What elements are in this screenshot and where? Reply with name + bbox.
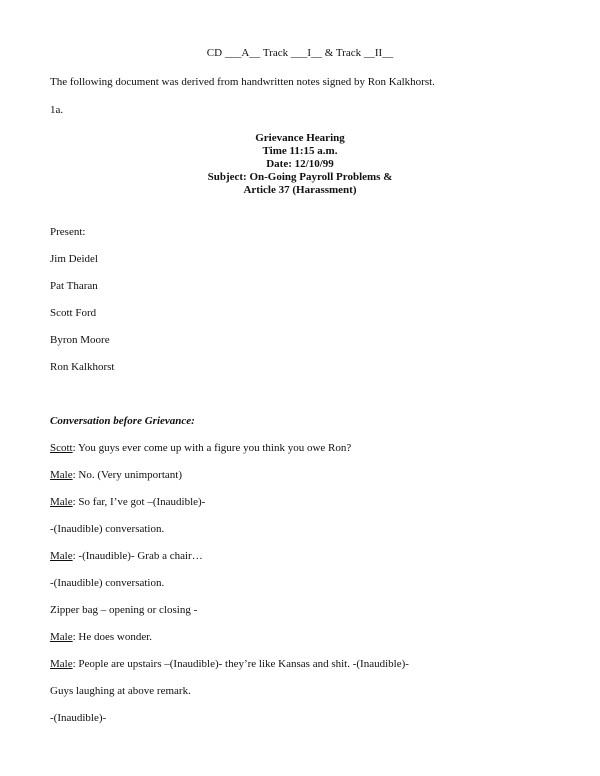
present-label: Present: [50, 226, 86, 238]
conversation-heading: Conversation before Grievance: [50, 415, 195, 427]
transcript-line [50, 496, 205, 509]
title-line-article: Article 37 (Harassment) [243, 184, 357, 196]
title-line-time: Time 11:15 a.m. [262, 145, 338, 157]
derived-note: The following document was derived from handwritten notes signed by Ron Kalkhorst. [50, 76, 435, 88]
transcript-line [50, 523, 164, 536]
transcript-line [50, 604, 197, 617]
transcript-line [50, 577, 164, 590]
utterance: Zipper bag – opening or closing - [50, 604, 198, 616]
utterance: : No. (Very unimportant) [72, 469, 182, 481]
attendee: Byron Moore [50, 334, 110, 346]
utterance: -(Inaudible)- [50, 712, 107, 724]
speaker-label: Male [50, 658, 73, 670]
transcript-line [50, 631, 152, 644]
speaker-label: Male [50, 496, 73, 508]
cd-track-line: CD ___A__ Track ___I__ & Track __II__ [206, 47, 394, 59]
utterance: Guys laughing at above remark. [50, 685, 191, 697]
attendee: Scott Ford [50, 307, 97, 319]
title-line-date: Date: 12/10/99 [266, 158, 334, 170]
utterance: -(Inaudible) conversation. [50, 577, 165, 589]
transcript-line [50, 658, 409, 671]
utterance: -(Inaudible) conversation. [50, 523, 165, 535]
transcript-line [50, 712, 106, 725]
transcript-line [50, 442, 351, 455]
speaker-label: Male [50, 469, 73, 481]
attendee: Jim Deidel [50, 253, 98, 265]
title-line-subject: Subject: On-Going Payroll Problems & [207, 171, 393, 183]
transcript-line [50, 685, 191, 698]
attendee: Ron Kalkhorst [50, 361, 115, 373]
transcript-line [50, 469, 182, 482]
speaker-label: Scott [50, 442, 73, 454]
attendee: Pat Tharan [50, 280, 98, 292]
section-number: 1a. [50, 104, 64, 116]
utterance: : You guys ever come up with a figure you think you owe Ron? [72, 442, 352, 454]
speaker-label: Male [50, 631, 73, 643]
utterance: : -(Inaudible)- Grab a chair… [72, 550, 203, 562]
title-line-hearing: Grievance Hearing [255, 132, 345, 144]
transcript-line [50, 550, 203, 563]
speaker-label: Male [50, 550, 73, 562]
utterance: : People are upstairs –(Inaudible)- they’re like Kansas and shit. -(Inaudible)- [72, 658, 409, 670]
utterance: : He does wonder. [72, 631, 153, 643]
utterance: : So far, I’ve got –(Inaudible)- [72, 496, 206, 508]
